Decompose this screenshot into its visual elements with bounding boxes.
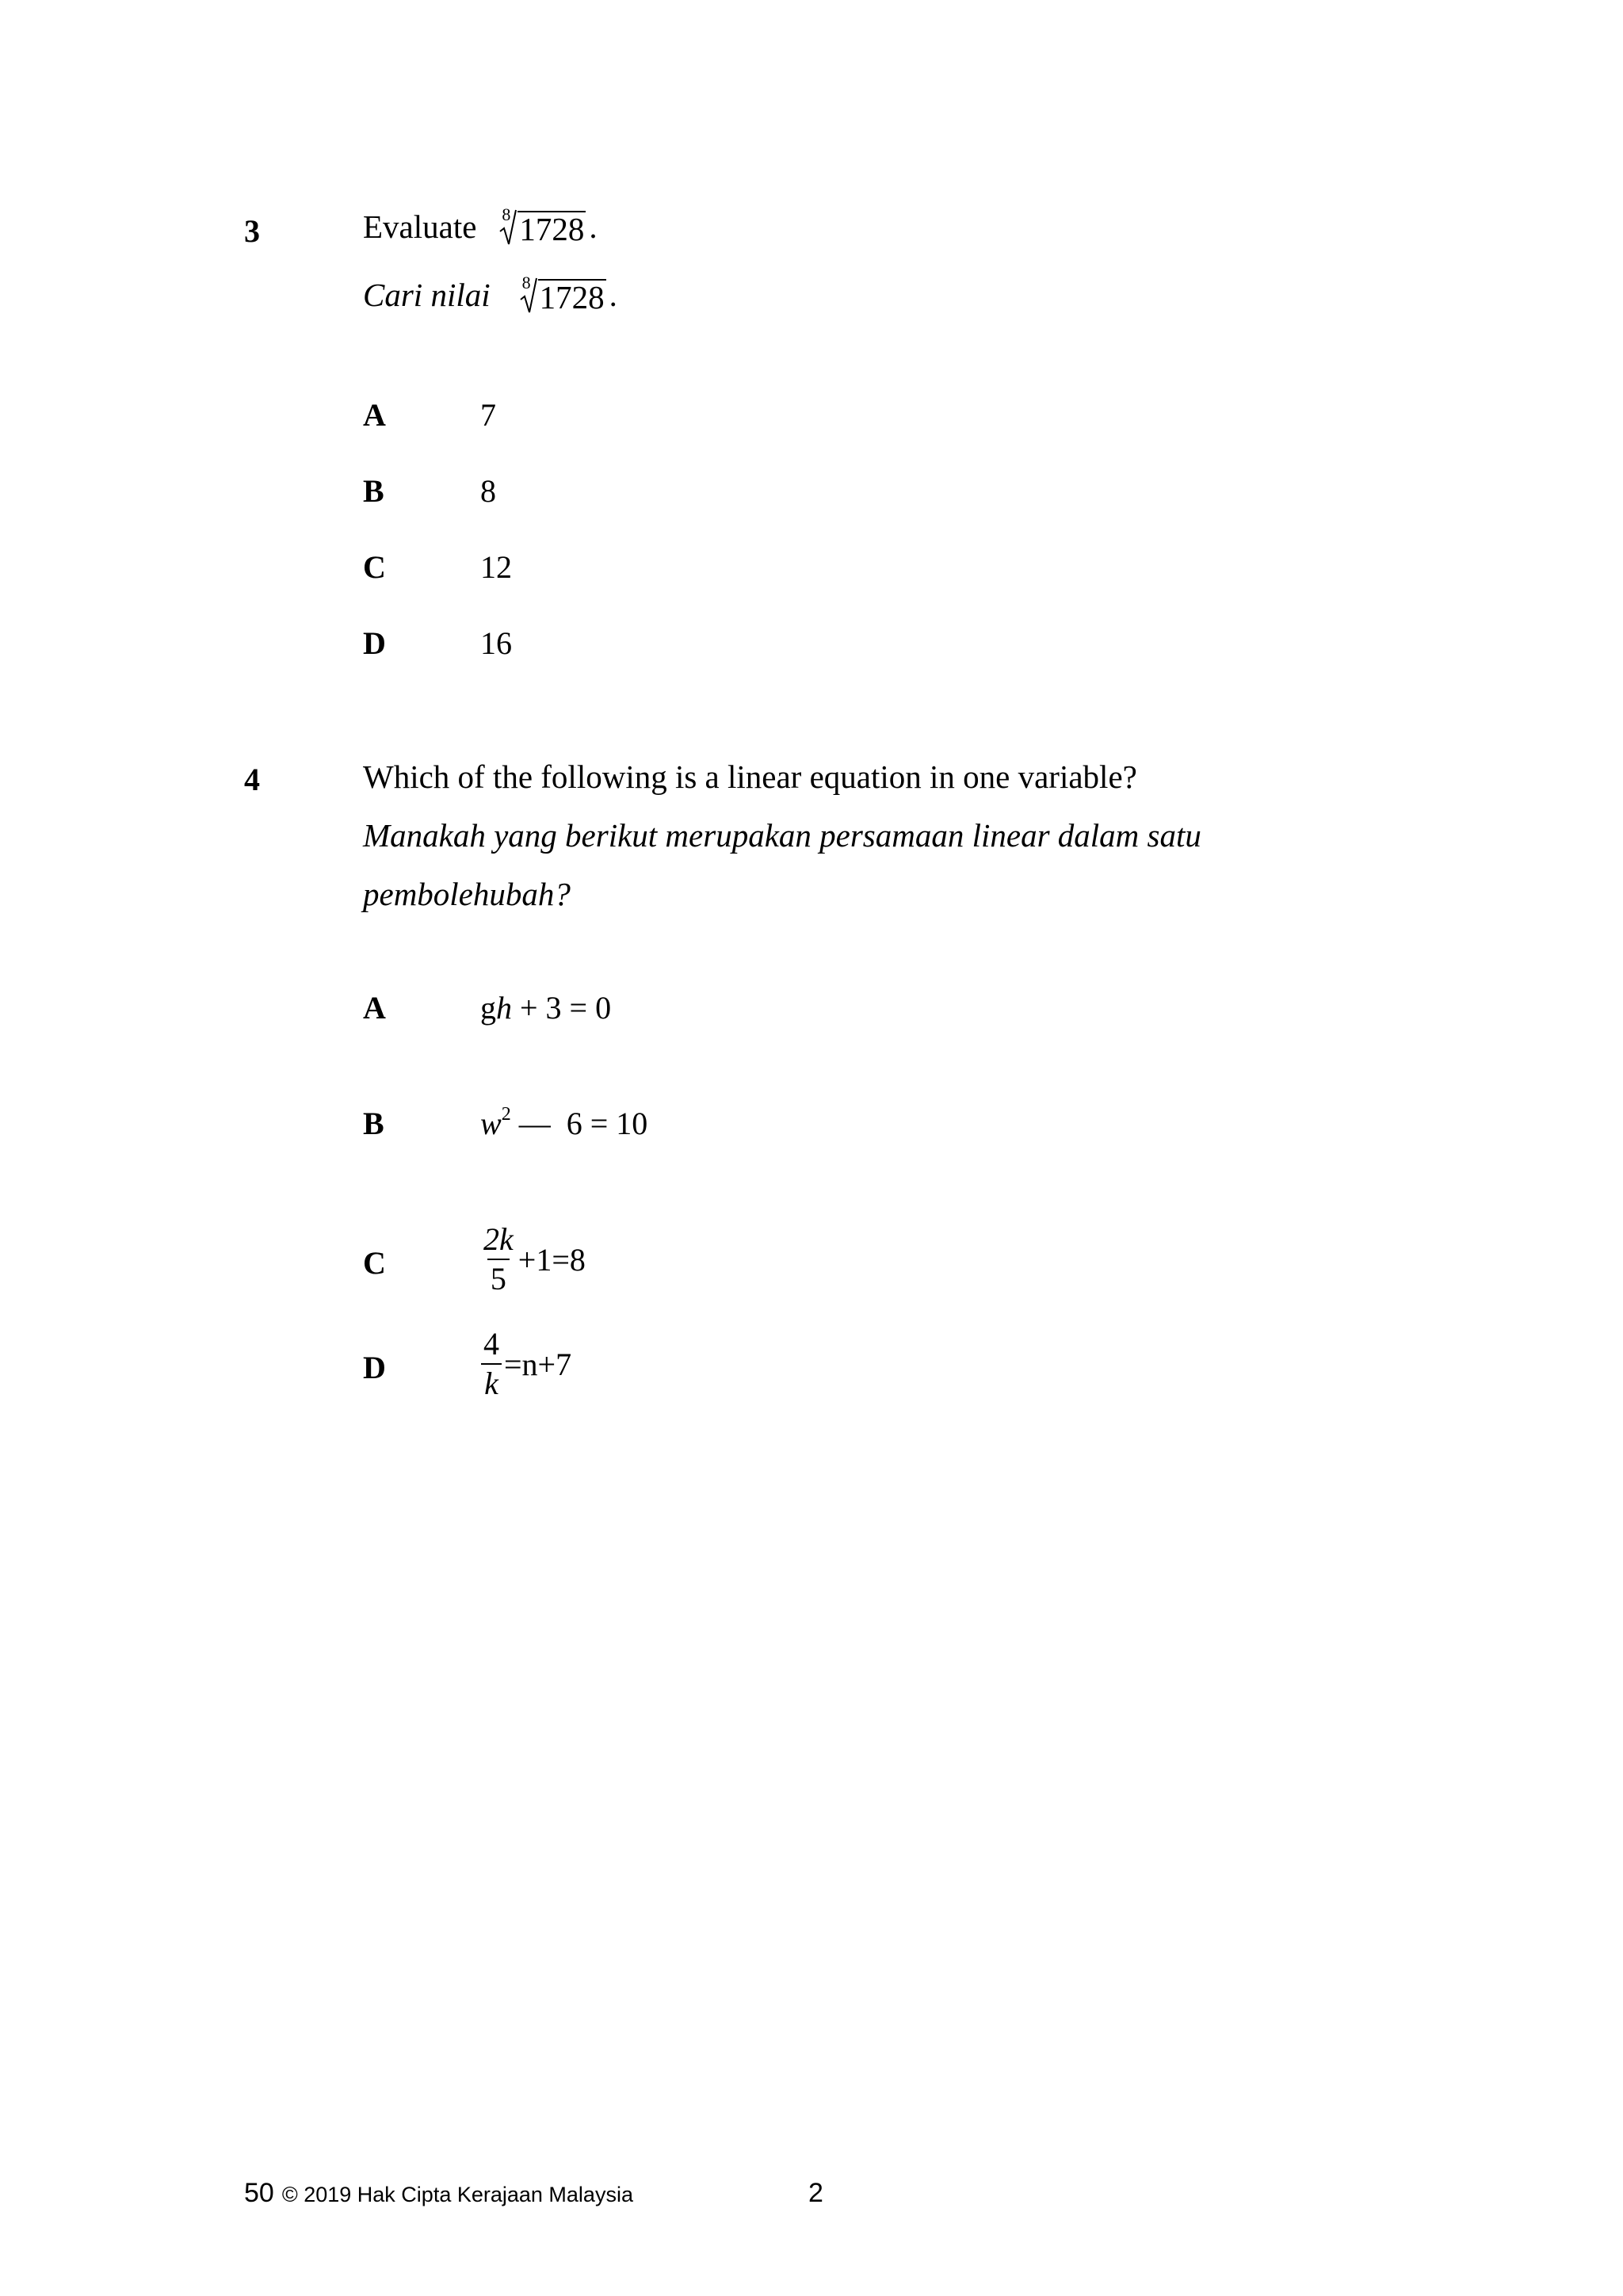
page-number: 2 [808, 2178, 823, 2208]
footer-code: 50 [244, 2178, 274, 2208]
q4-option-d-equation [480, 1325, 571, 1403]
question-4-prompt-en: Which of the following is a linear equation in one variable? [363, 758, 1137, 795]
q4-option-d-letter: D [363, 1350, 386, 1385]
fraction-d-denominator: k [481, 1363, 502, 1403]
q4-option-b-letter: B [363, 1106, 384, 1141]
q3-option-a-value: 7 [480, 397, 496, 433]
question-3-prompt-en-text: Evaluate [363, 208, 477, 245]
question-3-prompt-ms-text: Cari nilai [363, 277, 491, 313]
q4-option-c-letter: C [363, 1245, 386, 1281]
q3-option-d-letter: D [363, 625, 386, 661]
q4-option-a-equation [480, 989, 611, 1026]
question-3-number: 3 [244, 213, 260, 249]
q4-option-b-equation [480, 1105, 647, 1142]
q3-option-d-value: 16 [480, 625, 512, 661]
eq-a-g: g [480, 990, 496, 1026]
eq-b-w: w [480, 1106, 502, 1141]
eq-d-rest: =n+7 [504, 1346, 572, 1382]
eq-a-h: h [496, 990, 512, 1026]
fraction-c-numerator: 2k [483, 1221, 514, 1257]
footer-copyright: © 2019 Hak Cipta Kerajaan Malaysia [281, 2183, 633, 2206]
eq-b-exponent: 2 [501, 1104, 511, 1125]
q3-option-c-letter: C [363, 549, 386, 585]
q3-option-b-value: 8 [480, 473, 496, 509]
fraction-d-numerator: 4 [483, 1326, 499, 1362]
period: . [589, 208, 598, 245]
question-4-prompt-ms-line1: Manakah yang berikut merupakan persamaan linear dalam satu [363, 817, 1201, 854]
footer [244, 2178, 633, 2209]
eq-b-rest: — 6 = 10 [510, 1106, 648, 1141]
question-3-prompt-ms [363, 273, 617, 315]
q3-option-b-letter: B [363, 473, 384, 509]
q4-option-c-equation [480, 1221, 586, 1298]
eq-a-rest: + 3 = 0 [512, 990, 612, 1026]
question-4-prompt-ms-line2: pembolehubah? [363, 876, 571, 912]
period: . [609, 277, 617, 313]
q3-option-a-letter: A [363, 397, 386, 433]
q4-option-a-letter: A [363, 990, 386, 1026]
question-3-prompt-en [363, 204, 598, 247]
eq-c-rest: +1=8 [517, 1241, 586, 1278]
root-expression-en [498, 204, 586, 247]
q3-option-c-value: 12 [480, 549, 512, 585]
fraction-d [480, 1325, 502, 1403]
question-4-number: 4 [244, 762, 260, 797]
root-radicand: 1728 [519, 211, 585, 247]
root-radicand: 1728 [539, 279, 605, 315]
fraction-c [480, 1221, 517, 1298]
fraction-c-denominator: 5 [487, 1259, 510, 1298]
root-index: 8 [502, 204, 511, 224]
root-index: 8 [521, 273, 531, 292]
root-expression-ms [519, 273, 606, 315]
